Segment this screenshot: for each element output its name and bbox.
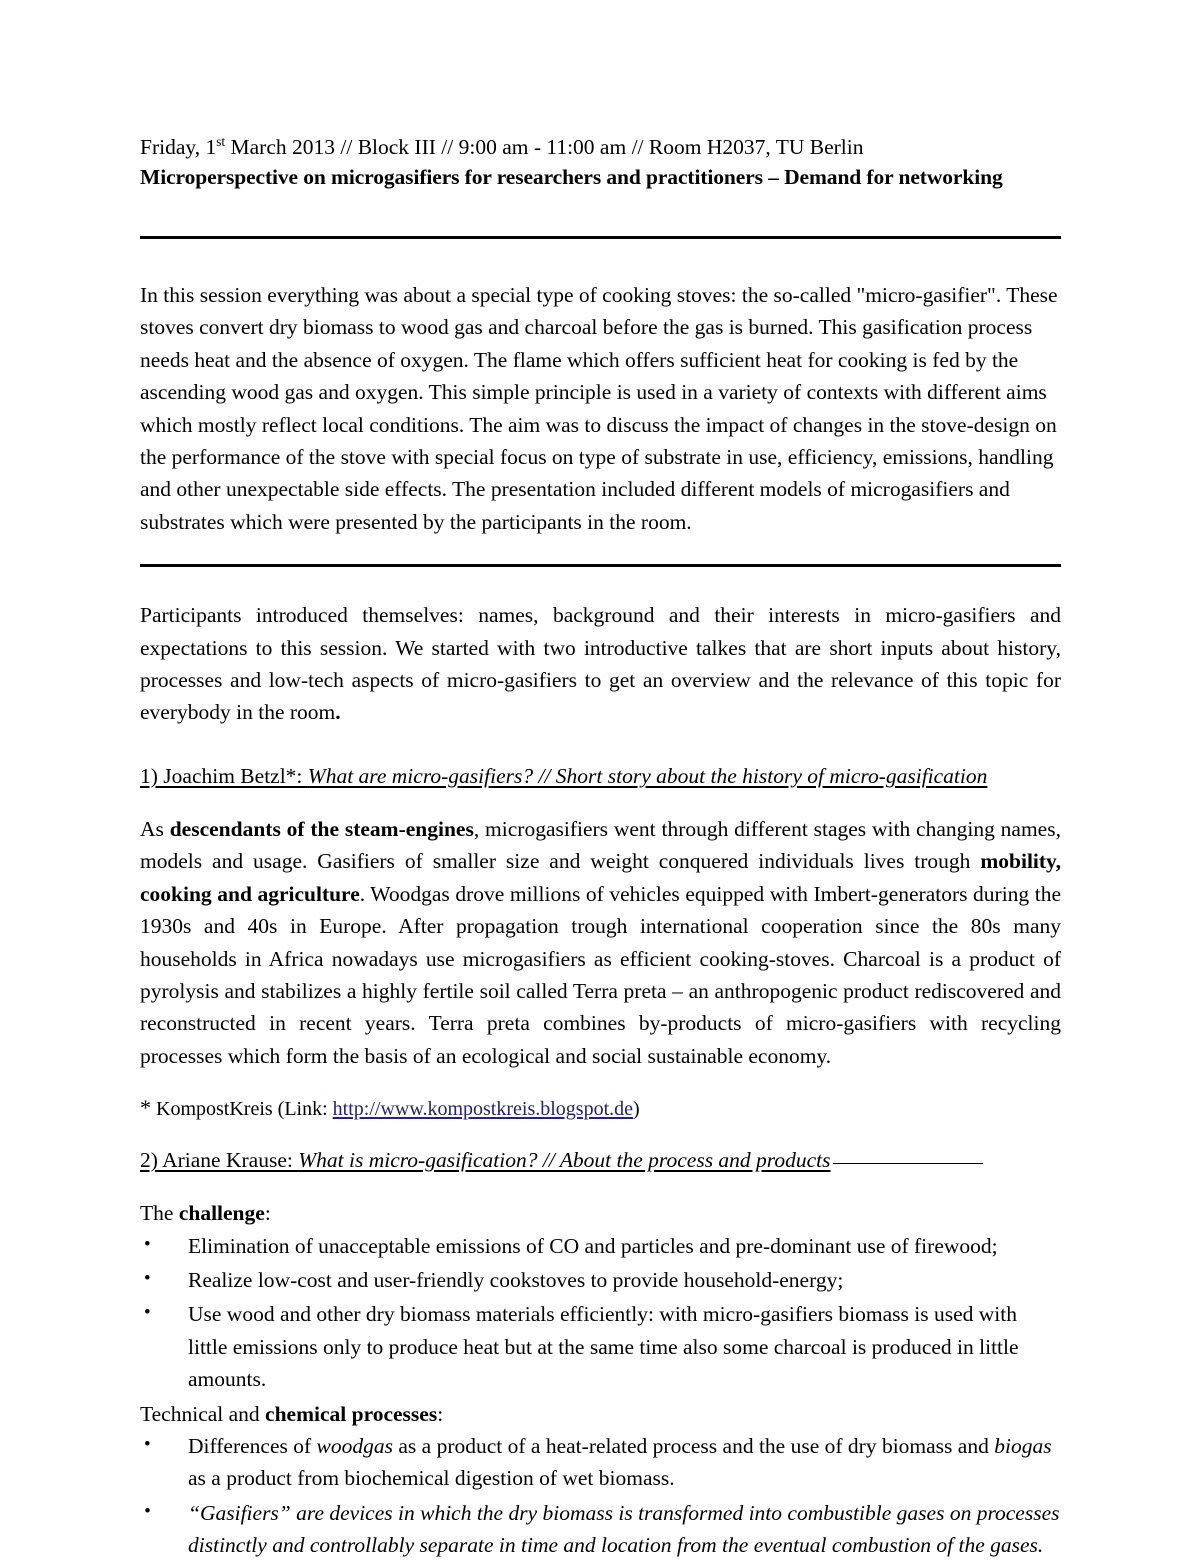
challenge-lead-post: : [264,1201,271,1226]
participants-text: Participants introduced themselves: names, background and their interests in micro-gasifiers and expectations to this session. We started with two introductive talkes that are short inputs about history, processes and low-tech aspects of micro-gasifiers to get an overview and the relevance of this topic for everybody in the room [140,603,1061,725]
spacer [140,1175,1061,1197]
processes-lead-post: : [437,1401,444,1426]
spacer [140,791,1061,813]
participants-text-end: . [335,700,341,725]
spacer [140,567,1061,599]
section-1-body-mid-1: , microgasifiers went through different stages with changing names, models and usage. Gasifiers of smaller size and weight conquered individuals lives trough [140,816,1061,874]
participants-paragraph [140,599,1061,729]
spacer [140,1072,1061,1094]
section-1-bold-2: mobility, cooking and agriculture [140,849,1061,906]
list-item: • Elimination of unacceptable emissions of CO and particles and pre-dominant use of firewood; [140,1230,1061,1262]
ordinal-suffix: st [216,133,226,149]
list-item: • Use wood and other dry biomass materials efficiently: with micro-gasifiers biomass is used with little emissions only to produce heat but at the same time also some charcoal is produced in little amounts. [140,1298,1061,1395]
section-1-heading [140,761,1061,791]
heading-trailing-rule [833,1163,983,1164]
challenge-lead [140,1197,1061,1229]
footnote-asterisk: * [140,1095,151,1121]
section-2-title: What is micro-gasification? // About the process and products [298,1148,831,1173]
processes-lead [140,1398,1061,1430]
spacer [140,729,1061,761]
process-bullet-italic-biogas: biogas [994,1433,1052,1458]
challenge-lead-bold: challenge [178,1201,265,1226]
process-bullet-italic-woodgas: woodgas [316,1433,394,1458]
challenge-bullet-list [140,1230,1061,1396]
footnote-kompostkreis [140,1094,1061,1123]
process-bullet-mid: as a product of a heat-related process and the use of dry biomass and [393,1433,995,1458]
processes-lead-pre: Technical and [140,1401,266,1426]
footnote-text-pre: KompostKreis (Link: [151,1098,333,1121]
spacer [140,239,1061,279]
section-1-title: What are micro-gasifiers? // Short story about the history of micro-gasification [307,763,988,788]
challenge-lead-pre: The [140,1201,179,1226]
list-item: • “Gasifiers” are devices in which the dry biomass is transformed into combustible gases on processes distinctly and controllably separate in time and location from the eventual combustion of the gases. [140,1497,1061,1562]
section-1-body-lead: As [140,816,170,841]
list-item [140,1430,1061,1495]
process-bullet-post: as a product from biochemical digestion of wet biomass. [188,1466,675,1491]
intro-paragraph: In this session everything was about a special type of cooking stoves: the so-called "micro-gasifier". These stoves convert dry biomass to wood gas and charcoal before the gas is burned. This gasification process needs heat and the absence of oxygen. The flame which offers sufficient heat for cooking is fed by the ascending wood gas and oxygen. This simple principle is used in a variety of contexts with different aims which mostly reflect local conditions. The aim was to discuss the impact of changes in the stove-design on the performance of the stove with special focus on type of substrate in use, efficiency, emissions, handling and other unexpectable side effects. The presentation included different models of microgasifiers and substrates which were presented by the participants in the room. [140,283,1058,534]
document-content [140,132,1061,1564]
list-item: • Realize low-cost and user-friendly cookstoves to provide household-energy; [140,1264,1061,1296]
section-1-body-mid-2: . Woodgas drove millions of vehicles equipped with Imbert-generators during the 1930s and 40s in Europe. After propagation trough international cooperation since the 80s many households in Africa nowadays use microgasifiers as efficient cooking-stoves. Charcoal is a product of pyrolysis and stabilizes a highly fertile soil called Terra preta – an anthropogenic product rediscovered and reconstructed in recent years. Terra preta combines by-products of micro-gasifiers with recycling processes which form the basis of an ecological and social sustainable economy. [140,881,1061,1068]
section-1-bold-1: descendants of the steam-engines [169,816,474,841]
section-2-speaker: 2) Ariane Krause: [140,1148,299,1173]
section-1-body [140,813,1061,1072]
processes-bullet-list [140,1430,1061,1562]
section-1-speaker: 1) Joachim Betzl*: [140,763,308,788]
session-meta-post: March 2013 // Block III // 9:00 am - 11:00 am // Room H2037, TU Berlin [225,135,864,159]
process-bullet-pre: Differences of [188,1433,317,1458]
processes-lead-bold: chemical processes [265,1401,438,1426]
section-2-heading [140,1145,1061,1175]
footnote-text-post: ) [633,1098,640,1121]
session-meta-line [140,132,1061,162]
kompostkreis-link[interactable]: http://www.kompostkreis.blogspot.de [332,1098,634,1121]
document-title: Microperspective on microgasifiers for researchers and practitioners – Demand for networking [140,165,1003,189]
document-header [140,132,1061,192]
session-meta-pre: Friday, 1 [140,135,217,159]
spacer [140,1123,1061,1145]
